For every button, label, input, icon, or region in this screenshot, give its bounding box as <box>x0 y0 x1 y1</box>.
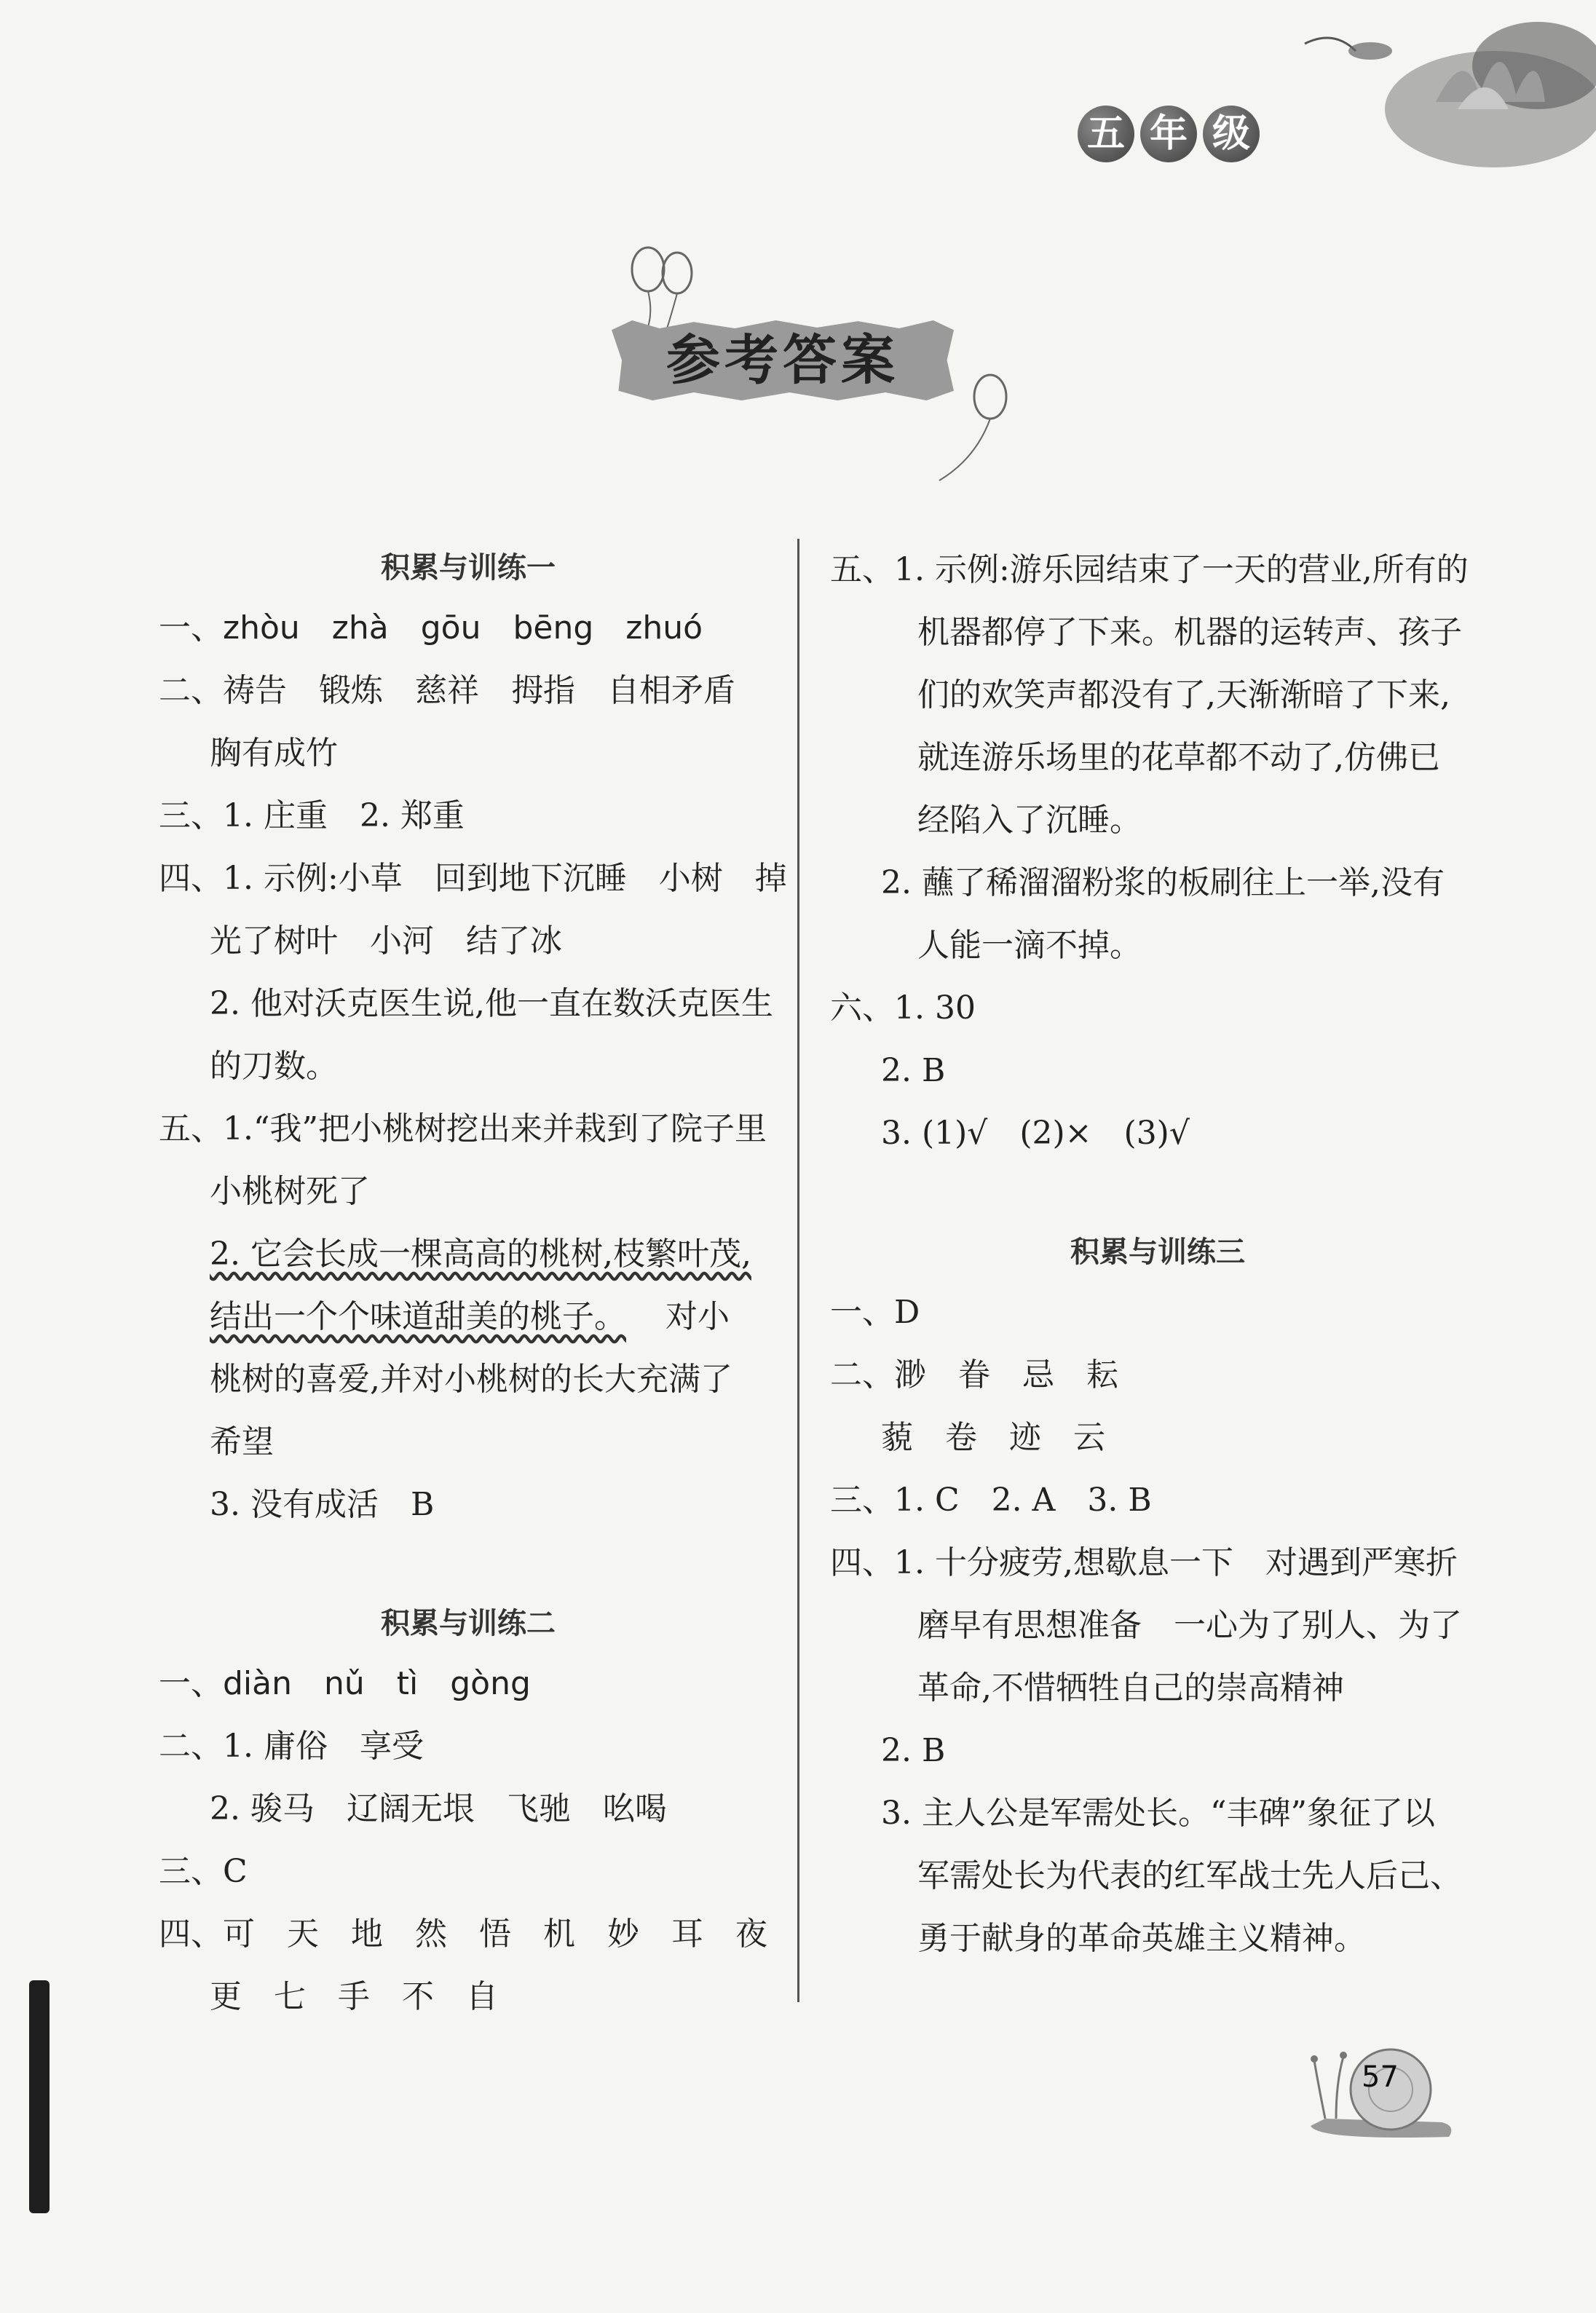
answer-line: 磨早有思想准备 一心为了别人、为了 <box>917 1607 1462 1644</box>
answer-line: 光了树叶 小河 结了冰 <box>210 922 562 960</box>
grade-char: 级 <box>1203 106 1260 162</box>
answer-line: 2. 他对沃克医生说,他一直在数沃克医生 <box>210 985 773 1022</box>
column-divider <box>797 539 799 2002</box>
answer-line: 藐 卷 迹 云 <box>881 1419 1105 1456</box>
answer-line: 勇于献身的革命英雄主义精神。 <box>917 1920 1366 1957</box>
answer-line: 革命,不惜牺牲自己的崇高精神 <box>917 1669 1344 1707</box>
answer-line: 人能一滴不掉。 <box>917 927 1142 964</box>
answer-line: 三、1. 庄重 2. 郑重 <box>159 797 465 834</box>
answer-line: 二、祷告 锻炼 慈祥 拇指 自相矛盾 <box>159 672 735 709</box>
answer-line: 五、1. 示例:游乐园结束了一天的营业,所有的 <box>830 551 1469 588</box>
answer-line: 2. 蘸了稀溜溜粉浆的板刷往上一举,没有 <box>881 864 1445 901</box>
page-title: 参考答案 <box>666 329 899 392</box>
answer-text: 对小 <box>665 1298 730 1335</box>
answer-line: 经陷入了沉睡。 <box>917 802 1142 839</box>
answer-line: 胸有成竹 <box>210 735 338 772</box>
answer-line: 更 七 手 不 自 <box>210 1978 498 2015</box>
title-banner <box>597 240 1019 517</box>
answer-line: 三、1. C 2. A 3. B <box>830 1482 1152 1519</box>
answer-line: 六、1. 30 <box>830 989 976 1027</box>
answer-line: 希望 <box>210 1423 274 1460</box>
answer-line: 3. (1)√ (2)× (3)√ <box>881 1115 1190 1152</box>
answer-line: 的刀数。 <box>210 1048 338 1085</box>
right-column <box>830 539 1485 1970</box>
answer-line: 桃树的喜爱,并对小桃树的长大充满了 <box>210 1361 732 1398</box>
answer-line: 一、diàn nǔ tì gòng <box>159 1665 531 1702</box>
answer-line: 三、C <box>159 1853 248 1890</box>
answer-line: 一、zhòu zhà gōu bēng zhuó <box>159 609 703 647</box>
page-number-badge <box>1303 2039 1463 2148</box>
answer-line: 四、1. 示例:小草 回到地下沉睡 小树 掉 <box>159 860 787 897</box>
answer-line: 四、可 天 地 然 悟 机 妙 耳 夜 <box>159 1915 767 1953</box>
answer-line: 二、1. 庸俗 享受 <box>159 1728 424 1765</box>
answer-line: 二、渺 眷 忌 耘 <box>830 1356 1118 1393</box>
answer-line: 2. 骏马 辽阔无垠 飞驰 吆喝 <box>210 1790 667 1827</box>
answer-line: 四、1. 十分疲劳,想歇息一下 对遇到严寒折 <box>830 1544 1458 1581</box>
answer-line <box>159 1286 778 1348</box>
grade-label <box>1078 106 1260 162</box>
answer-line: 3. 主人公是军需处长。“丰碑”象征了以 <box>881 1795 1435 1832</box>
answer-line: 五、1.“我”把小桃树挖出来并栽到了院子里 <box>159 1110 767 1147</box>
answer-line: 3. 没有成活 B <box>210 1486 435 1523</box>
answer-line: 2. 它会长成一棵高高的桃树,枝繁叶茂, <box>210 1235 751 1273</box>
page-number: 57 <box>1362 2060 1399 2094</box>
answer-line: 一、D <box>830 1294 920 1331</box>
answer-line: 就连游乐场里的花草都不动了,仿佛已 <box>917 739 1440 776</box>
section-title: 积累与训练一 <box>381 551 556 585</box>
answer-line: 2. B <box>881 1732 946 1769</box>
answer-line: 军需处长为代表的红军战士先人后己、 <box>917 1857 1462 1894</box>
answer-line: 2. B <box>881 1052 946 1089</box>
grade-char: 年 <box>1140 106 1197 162</box>
lotus-decoration-icon <box>1290 0 1596 218</box>
grade-char: 五 <box>1078 106 1134 162</box>
answer-line: 们的欢笑声都没有了,天渐渐暗了下来, <box>917 676 1450 713</box>
answer-line: 机器都停了下来。机器的运转声、孩子 <box>917 614 1462 651</box>
left-column <box>159 539 787 2028</box>
underlined-text: 结出一个个味道甜美的桃子。 <box>210 1298 626 1335</box>
answer-line: 小桃树死了 <box>210 1173 370 1210</box>
section-title: 积累与训练二 <box>381 1607 556 1640</box>
section-title: 积累与训练三 <box>1070 1235 1245 1269</box>
scan-edge-shadow <box>29 1980 50 2213</box>
